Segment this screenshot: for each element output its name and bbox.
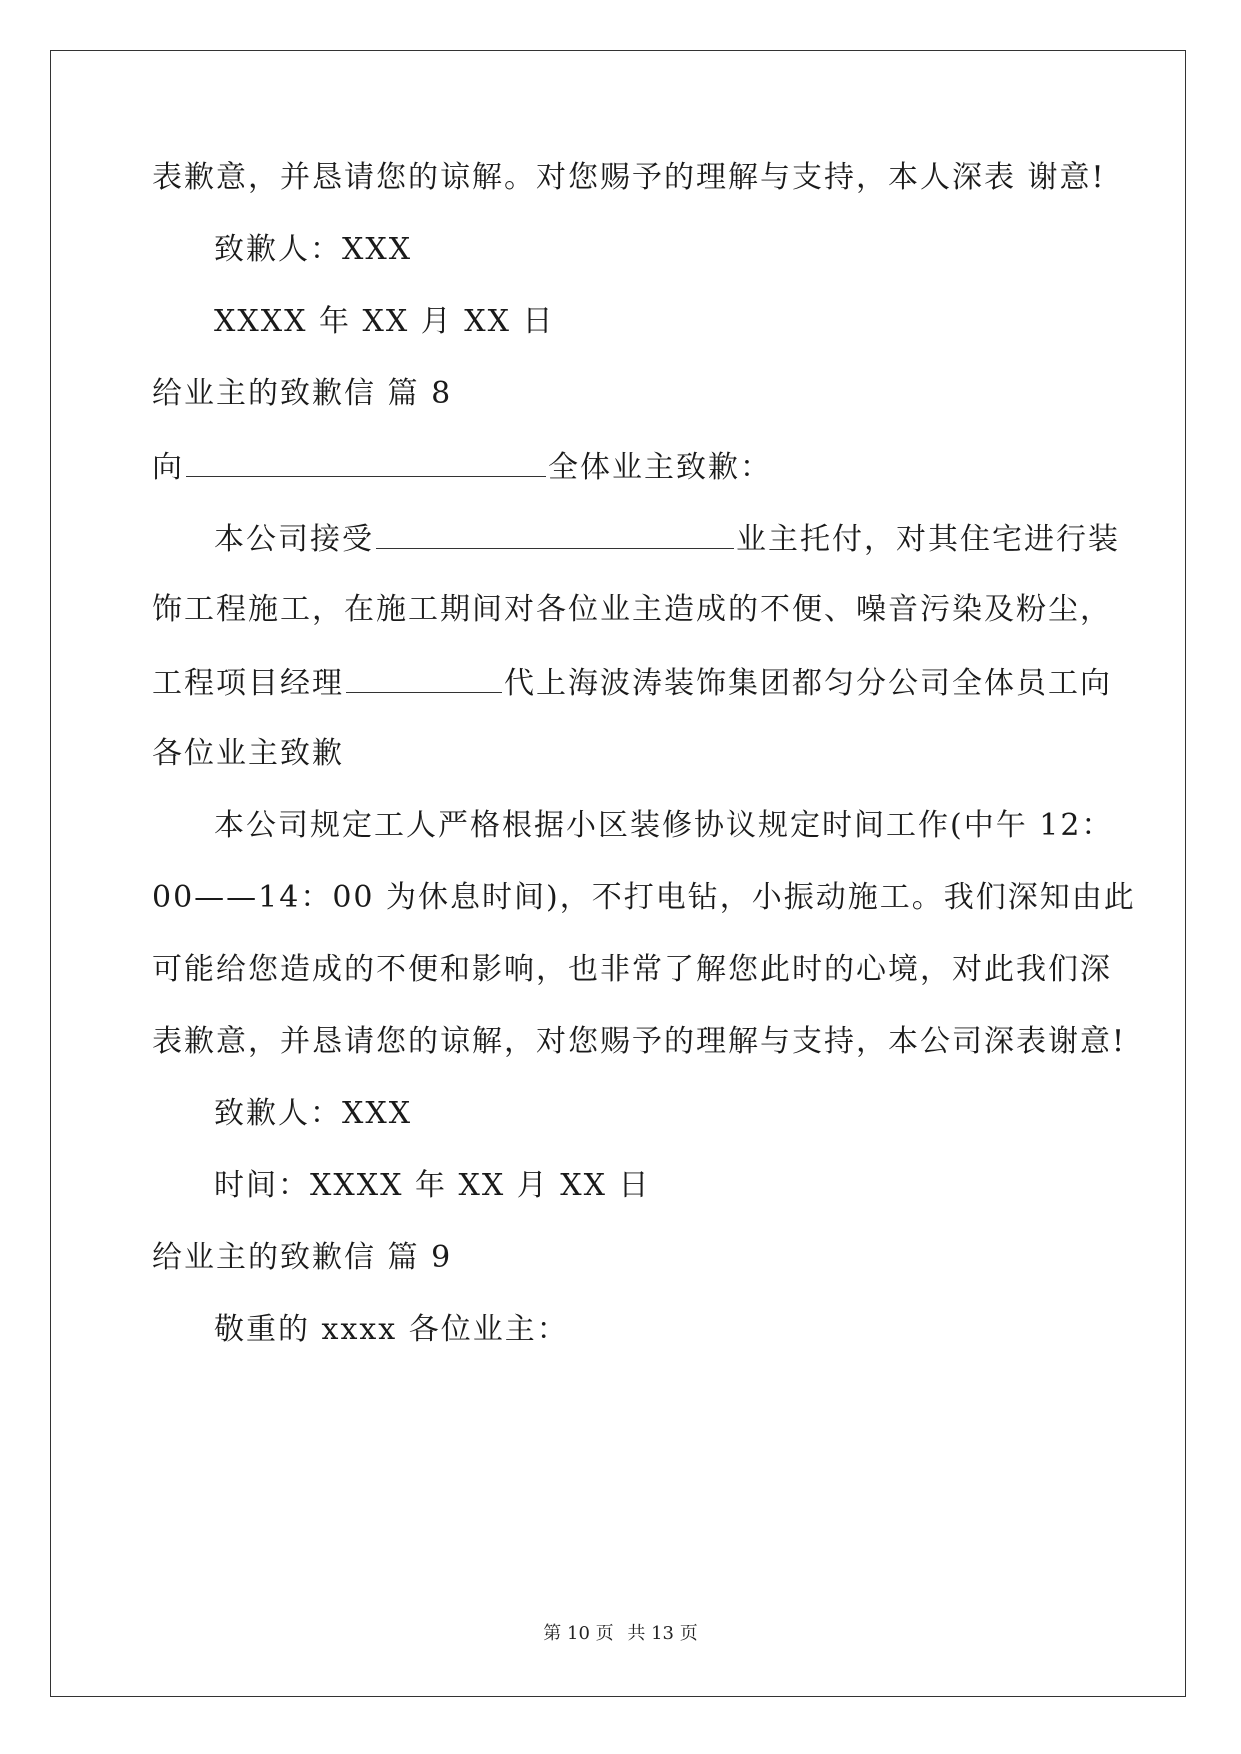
text-line: 00——14：00 为休息时间)，不打电钻，小振动施工。我们深知由此	[152, 880, 1136, 915]
salutation-line: 敬重的 xxxx 各位业主：	[214, 1312, 569, 1347]
page-frame	[50, 50, 1186, 1697]
section-heading-8: 给业主的致歉信 篇 8	[152, 376, 453, 411]
page-number: 第 10 页	[543, 1623, 614, 1644]
text-line: 可能给您造成的不便和影响，也非常了解您此时的心境，对此我们深	[152, 952, 1112, 987]
text-line: 本公司规定工人严格根据小区装修协议规定时间工作(中午 12：	[214, 808, 1114, 843]
text-line: 饰工程施工，在施工期间对各位业主造成的不便、噪音污染及粉尘，	[152, 592, 1112, 627]
signature-line: 致歉人：XXX	[214, 1096, 413, 1131]
text-line-contract	[214, 518, 1120, 560]
section-heading-9: 给业主的致歉信 篇 9	[152, 1240, 453, 1275]
signature-line: 致歉人：XXX	[214, 232, 413, 267]
fill-in-blank	[186, 446, 546, 477]
text-line: 表歉意，并恳请您的谅解，对您赐予的理解与支持，本公司深表谢意!	[152, 1024, 1127, 1059]
text-line-manager	[152, 662, 1112, 704]
text-fragment: 业主托付，对其住宅进行装	[736, 522, 1120, 557]
date-line: XXXX 年 XX 月 XX 日	[214, 304, 555, 339]
text-fragment: 向	[152, 450, 184, 485]
date-line: 时间：XXXX 年 XX 月 XX 日	[214, 1168, 651, 1203]
fill-in-blank	[346, 662, 502, 693]
text-line-addressee	[152, 446, 772, 488]
text-fragment: 本公司接受	[214, 522, 374, 557]
text-fragment: 全体业主致歉：	[548, 450, 772, 485]
text-fragment: 工程项目经理	[152, 666, 344, 701]
fill-in-blank	[376, 518, 734, 549]
page-footer	[0, 1622, 1241, 1646]
text-fragment: 代上海波涛装饰集团都匀分公司全体员工向	[504, 666, 1112, 701]
page-total: 共 13 页	[627, 1623, 698, 1644]
text-line: 各位业主致歉	[152, 736, 344, 771]
text-line: 表歉意，并恳请您的谅解。对您赐予的理解与支持，本人深表 谢意!	[152, 160, 1106, 195]
